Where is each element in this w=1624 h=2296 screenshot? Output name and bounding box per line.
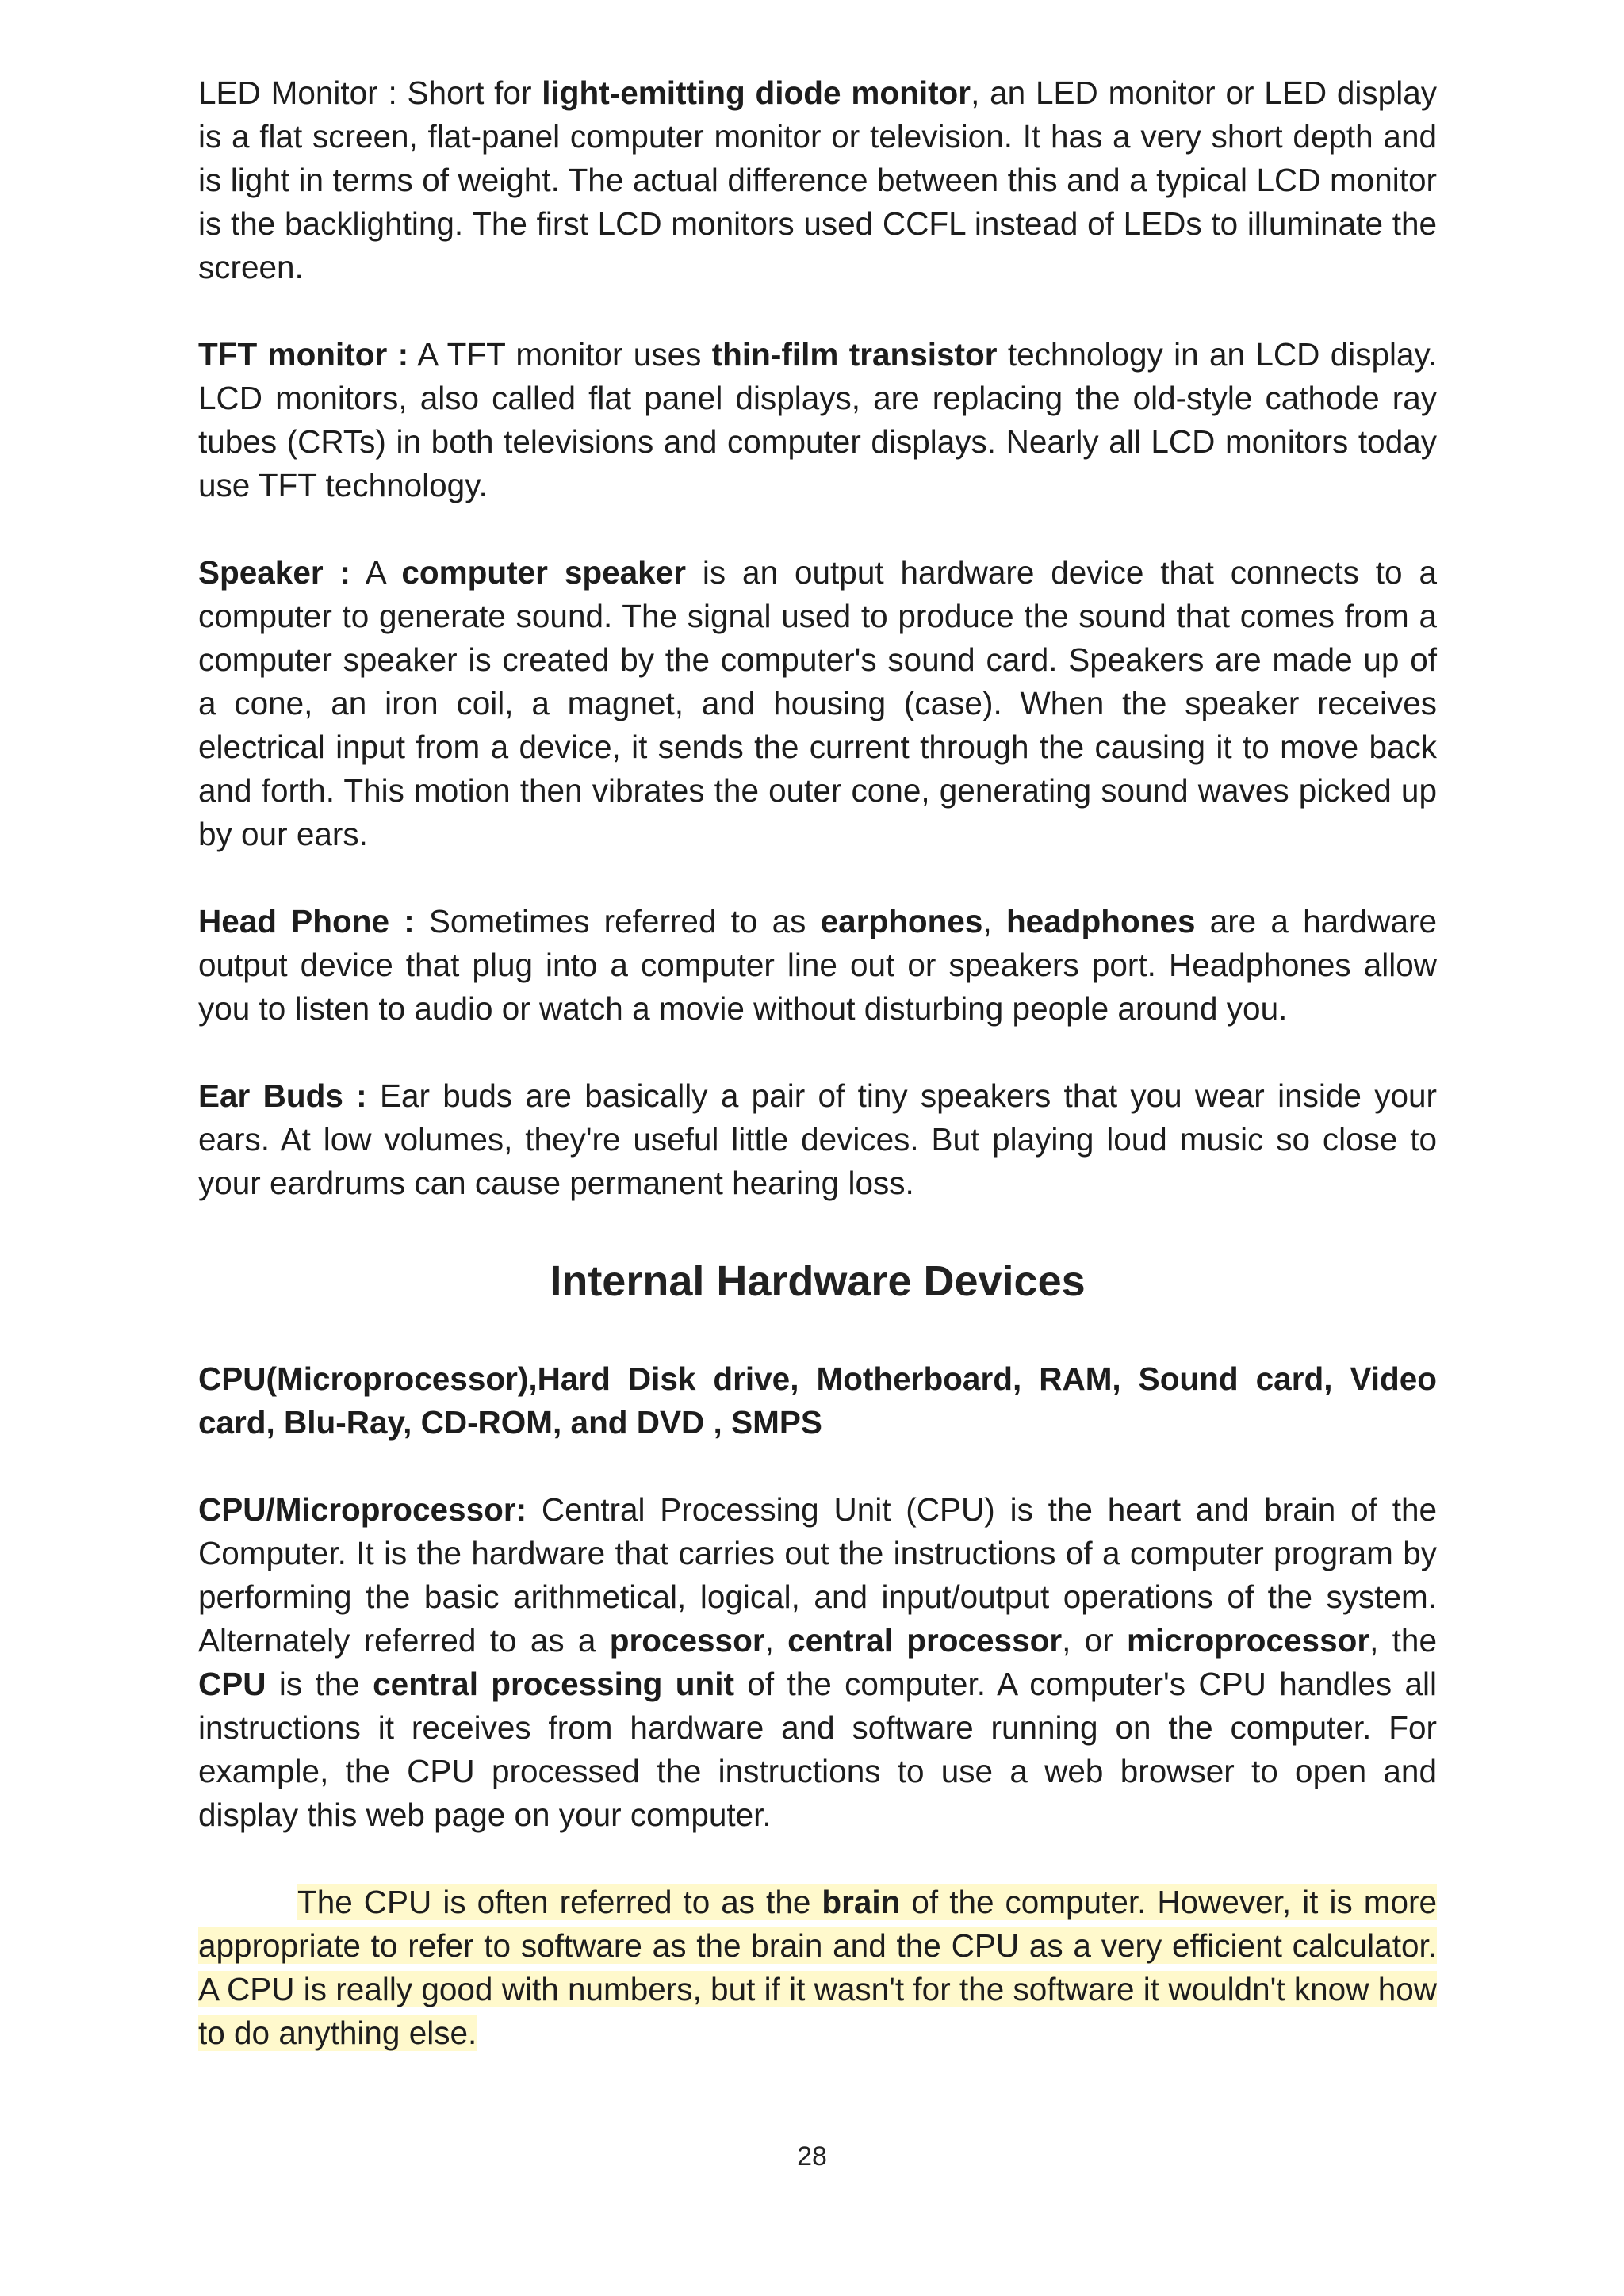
paragraph-ear-buds — [198, 1074, 1437, 1205]
devices-list-text: CPU(Microprocessor),Hard Disk drive, Motherboard, RAM, Sound card, Video card, Blu-Ray, CD-ROM, and DVD , SMPS — [198, 1360, 1437, 1441]
section-spacer — [198, 1310, 1437, 1357]
earbuds-label: Ear Buds : — [198, 1077, 367, 1114]
paragraph-spacer — [198, 1837, 1437, 1881]
page-number: 28 — [797, 2141, 827, 2172]
headphone-text-2: , — [982, 903, 1006, 939]
cpu-term-cpu: CPU — [198, 1666, 266, 1702]
headphone-term-earphones: earphones — [820, 903, 983, 939]
headphone-label: Head Phone : — [198, 903, 415, 939]
cpu-term-central-processor: central processor — [787, 1622, 1063, 1659]
earbuds-text-1: Ear buds are basically a pair of tiny speakers that you wear inside your ears. At low volumes, they're useful little devices. But playing loud music so close to your eardrums can cause permanent hearing loss. — [198, 1077, 1437, 1201]
devices-list — [198, 1357, 1437, 1445]
paragraph-head-phone — [198, 900, 1437, 1031]
headphone-text-1: Sometimes referred to as — [414, 903, 821, 939]
cpu-text-3: , or — [1062, 1622, 1127, 1659]
speaker-term: computer speaker — [401, 554, 686, 591]
speaker-label: Speaker : — [198, 554, 351, 591]
paragraph-spacer — [198, 1445, 1437, 1488]
paragraph-speaker — [198, 551, 1437, 856]
paragraph-cpu-note-highlighted — [198, 1881, 1437, 2055]
speaker-text-1: A — [350, 554, 402, 591]
cpu-text-4: , the — [1369, 1622, 1437, 1659]
document-page — [198, 71, 1437, 2055]
cpu-note-text-2: of the computer. However, it is more appropriate to refer to software as the brain and the CPU as a very efficient calculator. A CPU is really good with numbers, but if it wasn't for the software it wouldn't know how to do anything else. — [198, 1884, 1437, 2051]
paragraph-tft-monitor — [198, 333, 1437, 507]
paragraph-spacer — [198, 856, 1437, 900]
tft-label: TFT monitor : — [198, 336, 409, 373]
cpu-text-5: is the — [266, 1666, 373, 1702]
led-term: light-emitting diode monitor — [542, 75, 971, 111]
cpu-note-term-brain: brain — [822, 1884, 901, 1920]
tft-text-1: A TFT monitor uses — [408, 336, 712, 373]
section-spacer — [198, 1205, 1437, 1253]
cpu-note-text-1: The CPU is often referred to as the — [297, 1884, 822, 1920]
cpu-term-microprocessor: microprocessor — [1126, 1622, 1370, 1659]
cpu-label: CPU/Microprocessor: — [198, 1491, 527, 1528]
cpu-term-central-processing-unit: central processing unit — [373, 1666, 734, 1702]
paragraph-spacer — [198, 289, 1437, 333]
cpu-text-1: Central Processing Unit (CPU) is the heart and brain of the Computer. It is the hardware that carries out the instructions of a computer program by performing the basic arithmetical, logical, and input/output operations of the system. Alternately referred to as a — [198, 1491, 1437, 1659]
led-text-2: , an LED monitor or LED display is a flat screen, flat-panel computer monitor or television. It has a very short depth and is light in terms of weight. The actual difference between this and a typical LCD monitor is the backlighting. The first LCD monitors used CCFL instead of LEDs to illuminate the screen. — [198, 75, 1437, 285]
paragraph-led-monitor — [198, 71, 1437, 289]
headphone-text-3: are a hardware output device that plug into a computer line out or speakers port. Headphones allow you to listen to audio or watch a movie without disturbing people around you. — [198, 903, 1437, 1027]
speaker-text-2: is an output hardware device that connects to a computer to generate sound. The signal used to produce the sound that comes from a computer speaker is created by the computer's sound card. Speakers are made up of a cone, an iron coil, a magnet, and housing (case). When the speaker receives electrical input from a device, it sends the current through the causing it to move back and forth. This motion then vibrates the outer cone, generating sound waves picked up by our ears. — [198, 554, 1437, 852]
tft-text-2: technology in an LCD display. LCD monitors, also called flat panel displays, are replacing the old-style cathode ray tubes (CRTs) in both televisions and computer displays. Nearly all LCD monitors today use TFT technology. — [198, 336, 1438, 503]
cpu-term-processor: processor — [609, 1622, 765, 1659]
cpu-text-6: of the computer. A computer's CPU handles all instructions it receives from hardware and software running on the computer. For example, the CPU processed the instructions to use a web browser to open and display this web page on your computer. — [198, 1666, 1437, 1833]
paragraph-spacer — [198, 1031, 1437, 1074]
cpu-text-2: , — [764, 1622, 788, 1659]
tft-term: thin-film transistor — [711, 336, 998, 373]
section-heading: Internal Hardware Devices — [550, 1257, 1086, 1305]
paragraph-cpu — [198, 1488, 1437, 1837]
led-text-1: LED Monitor : Short for — [198, 75, 542, 111]
paragraph-spacer — [198, 507, 1437, 551]
headphone-term-headphones: headphones — [1005, 903, 1196, 939]
